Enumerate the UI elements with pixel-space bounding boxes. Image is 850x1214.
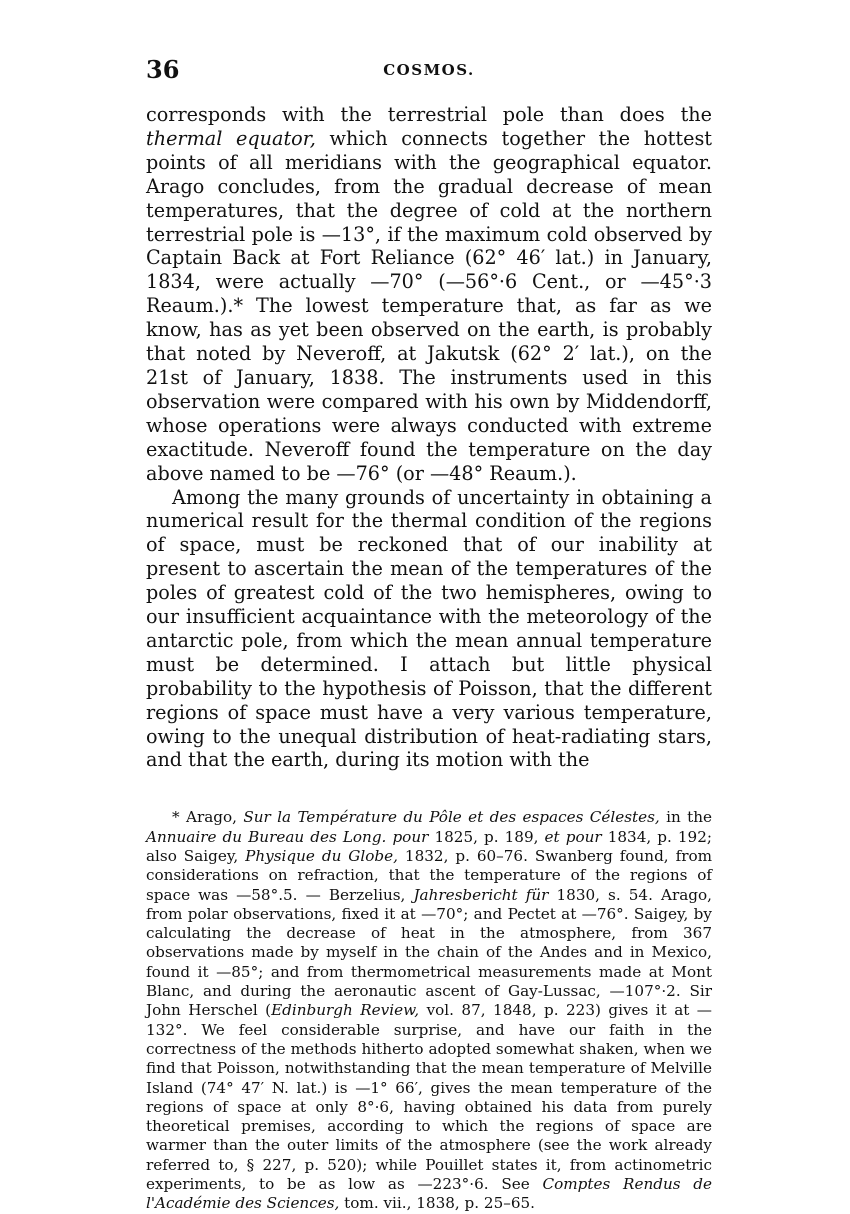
paragraph-1 xyxy=(146,103,712,486)
text-run: corresponds with the terrestrial pole than does the xyxy=(146,103,712,126)
footnote-section xyxy=(146,808,712,1213)
page-header xyxy=(146,55,712,85)
italic-text-run: thermal equator, xyxy=(146,126,316,150)
italic-text-run: Edinburgh Review, xyxy=(271,1001,420,1020)
paragraph-2 xyxy=(146,486,712,773)
running-head: COSMOS. xyxy=(383,61,475,79)
italic-text-run: Jahresbericht für xyxy=(413,885,549,904)
footnote xyxy=(146,808,712,1213)
text-run: 1832, p. 60–76. Swanberg found, from considerations on refraction, that the temperature of the regions of space was —58°.5. — Berzelius, xyxy=(146,846,712,904)
text-run: * Arago, xyxy=(172,808,244,827)
text-run: 1825, p. 189, xyxy=(428,827,545,846)
text-run: tom. vii., 1838, p. 25–65. xyxy=(339,1194,536,1213)
italic-text-run: Annuaire du Bureau des Long. pour xyxy=(146,827,429,846)
italic-text-run: Physique du Globe, xyxy=(245,846,398,865)
text-run: Among the many grounds of uncertainty in obtaining a numerical result for the thermal condition of the regions of space, must be reckoned that of our inability at present to ascertain the mean of the temperatures of the poles of greatest cold of the two hemispheres, owing to our insufficient acquaintance with the meteorology of the antarctic pole, from which the mean annual temperature must be determined. I attach but little physical probability to the hypothesis of Poisson, that the different regions of space must have a very various temperature, owing to the unequal distribution of heat-radiating stars, and that the earth, during its motion with the xyxy=(146,485,712,772)
page-number: 36 xyxy=(146,55,180,84)
book-page xyxy=(146,55,712,1214)
text-run: vol. 87, 1848, p. 223) gives it at —132°. We feel considerable surprise, and have our faith in the correctness of the methods hitherto adopted somewhat shaken, when we find that Poisson, notwithstanding that the mean temperature of Melville Island (74° 47′ N. lat.) is —1° 66′, gives the mean temperature of the regions of space at only 8°·6, having obtained his data from purely theoretical premises, according to which the regions of space are warmer than the outer limits of the atmosphere (see the work already referred to, § 227, p. 520); while Pouillet states it, from actinometric experiments, to be as low as —223°·6. See xyxy=(146,1001,712,1194)
body-text xyxy=(146,103,712,772)
italic-text-run: Sur la Température du Pôle et des espaces Célestes, xyxy=(243,808,660,827)
italic-text-run: Comptes Rendus de l'Académie des Sciences, xyxy=(146,1175,712,1213)
text-run: 1830, s. 54. Arago, from polar observations, fixed it at —70°; and Pectet at —76°. Saigey, by calculating the decrease of heat in the atmosphere, from 367 observations made by myself in the chain of the Andes and in Mexico, found it —85°; and from thermometrical measurements made at Mont Blanc, and during the aeronautic ascent of Gay-Lussac, —107°·2. Sir John Herschel ( xyxy=(146,885,712,1020)
italic-text-run: et pour xyxy=(544,827,602,846)
text-run: which connects together the hottest points of all meridians with the geographical equator. Arago concludes, from the gradual decrease of mean temperatures, that the degree of cold at the northern terrestrial pole is —13°, if the maximum cold observed by Captain Back at Fort Reliance (62° 46′ lat.) in January, 1834, were actually —70° (—56°·6 Cent., or —45°·3 Reaum.).* The lowest temperature that, as far as we know, has as yet been observed on the earth, is probably that noted by Neveroff, at Jakutsk (62° 2′ lat.), on the 21st of January, 1838. The instruments used in this observation were compared with his own by Middendorff, whose operations were always conducted with extreme exactitude. Neveroff found the temperature on the day above named to be —76° (or —48° Reaum.). xyxy=(146,126,713,485)
text-run: in the xyxy=(659,808,712,827)
text-run: 1834, p. 192; also Saigey, xyxy=(146,827,712,865)
